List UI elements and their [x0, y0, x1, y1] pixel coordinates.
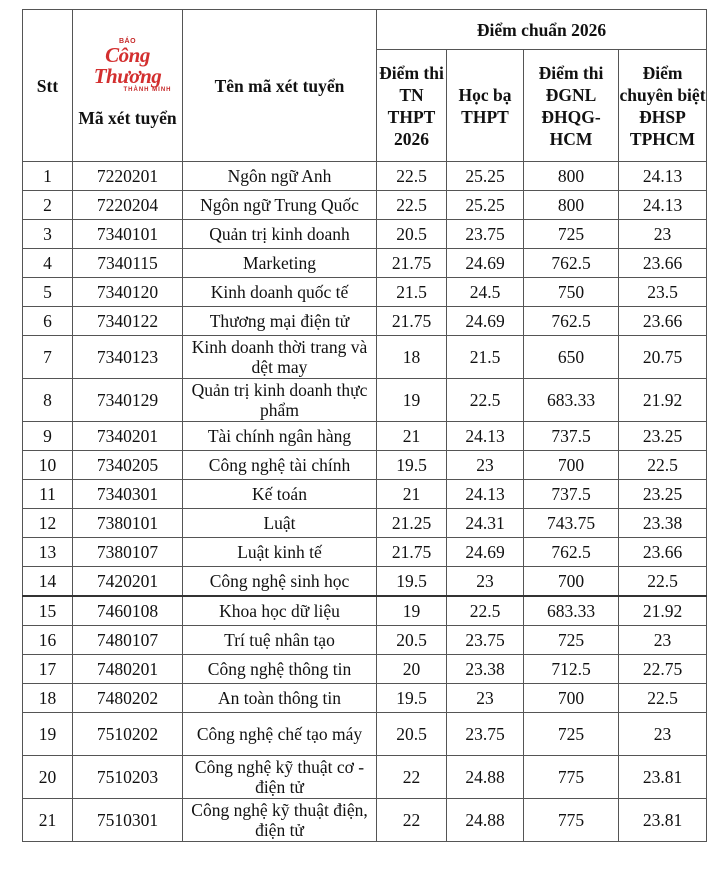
cell-stt: 15 — [23, 596, 73, 626]
cell-chuyen-biet: 21.92 — [619, 596, 707, 626]
cell-ten: Quản trị kinh doanh — [183, 220, 377, 249]
cell-ten: Khoa học dữ liệu — [183, 596, 377, 626]
cell-dgnl: 725 — [524, 626, 619, 655]
header-ma-xet-tuyen-label: Mã xét tuyển — [78, 108, 177, 128]
table-row — [23, 567, 707, 597]
header-diem-thi-tn: Điểm thi TN THPT 2026 — [377, 50, 447, 162]
header-chuyen-biet: Điểm chuyên biệt ĐHSP TPHCM — [619, 50, 707, 162]
cell-diem-tn: 19 — [377, 379, 447, 422]
cell-diem-tn: 21.75 — [377, 538, 447, 567]
cell-hoc-ba: 23 — [447, 567, 524, 597]
cell-hoc-ba: 22.5 — [447, 379, 524, 422]
cell-ten: Công nghệ thông tin — [183, 655, 377, 684]
cell-chuyen-biet: 21.92 — [619, 379, 707, 422]
cell-chuyen-biet: 23.66 — [619, 249, 707, 278]
cell-diem-tn: 22 — [377, 756, 447, 799]
cell-stt: 6 — [23, 307, 73, 336]
cell-ma: 7340129 — [73, 379, 183, 422]
cell-ten: Thương mại điện tử — [183, 307, 377, 336]
cell-dgnl: 700 — [524, 684, 619, 713]
cell-dgnl: 762.5 — [524, 249, 619, 278]
cell-ten: Luật — [183, 509, 377, 538]
cell-dgnl: 725 — [524, 713, 619, 756]
cell-diem-tn: 21 — [377, 480, 447, 509]
cell-chuyen-biet: 20.75 — [619, 336, 707, 379]
cell-chuyen-biet: 23.81 — [619, 756, 707, 799]
cell-hoc-ba: 22.5 — [447, 596, 524, 626]
cell-ma: 7480202 — [73, 684, 183, 713]
table-row — [23, 538, 707, 567]
cell-diem-tn: 19.5 — [377, 451, 447, 480]
cell-stt: 19 — [23, 713, 73, 756]
cell-ma: 7340122 — [73, 307, 183, 336]
cell-ma: 7480201 — [73, 655, 183, 684]
cell-ma: 7340201 — [73, 422, 183, 451]
cell-diem-tn: 20 — [377, 655, 447, 684]
cell-ma: 7340101 — [73, 220, 183, 249]
cell-ma: 7510301 — [73, 799, 183, 842]
table-row — [23, 220, 707, 249]
cell-chuyen-biet: 22.5 — [619, 567, 707, 597]
cell-stt: 13 — [23, 538, 73, 567]
cell-hoc-ba: 24.13 — [447, 480, 524, 509]
cell-diem-tn: 21.75 — [377, 249, 447, 278]
cell-chuyen-biet: 23.25 — [619, 480, 707, 509]
cell-chuyen-biet: 23.38 — [619, 509, 707, 538]
cell-ma: 7380107 — [73, 538, 183, 567]
cell-ma: 7420201 — [73, 567, 183, 597]
cell-ten: Công nghệ sinh học — [183, 567, 377, 597]
cell-hoc-ba: 23 — [447, 451, 524, 480]
cell-dgnl: 737.5 — [524, 480, 619, 509]
cell-chuyen-biet: 22.75 — [619, 655, 707, 684]
cell-diem-tn: 21.5 — [377, 278, 447, 307]
cell-ten: Công nghệ chế tạo máy — [183, 713, 377, 756]
cell-dgnl: 683.33 — [524, 596, 619, 626]
cell-chuyen-biet: 24.13 — [619, 162, 707, 191]
cell-ten: Luật kinh tế — [183, 538, 377, 567]
cell-hoc-ba: 23.75 — [447, 626, 524, 655]
cell-ma: 7220201 — [73, 162, 183, 191]
header-diem-chuan: Điểm chuẩn 2026 — [377, 10, 707, 50]
cell-dgnl: 775 — [524, 756, 619, 799]
cell-chuyen-biet: 23.66 — [619, 307, 707, 336]
admission-score-table — [22, 9, 707, 842]
cell-stt: 18 — [23, 684, 73, 713]
cell-hoc-ba: 24.5 — [447, 278, 524, 307]
cell-dgnl: 700 — [524, 451, 619, 480]
cell-ten: Ngôn ngữ Trung Quốc — [183, 191, 377, 220]
cell-hoc-ba: 23 — [447, 684, 524, 713]
cell-dgnl: 737.5 — [524, 422, 619, 451]
cell-hoc-ba: 25.25 — [447, 162, 524, 191]
cell-hoc-ba: 24.69 — [447, 307, 524, 336]
cell-stt: 3 — [23, 220, 73, 249]
cell-stt: 10 — [23, 451, 73, 480]
cell-stt: 9 — [23, 422, 73, 451]
table-row — [23, 626, 707, 655]
cell-dgnl: 743.75 — [524, 509, 619, 538]
table-row — [23, 336, 707, 379]
cell-hoc-ba: 24.13 — [447, 422, 524, 451]
cell-hoc-ba: 24.69 — [447, 249, 524, 278]
cell-hoc-ba: 23.38 — [447, 655, 524, 684]
cell-stt: 17 — [23, 655, 73, 684]
header-dgnl: Điểm thi ĐGNL ĐHQG-HCM — [524, 50, 619, 162]
cell-chuyen-biet: 23 — [619, 220, 707, 249]
table-row — [23, 451, 707, 480]
cell-stt: 4 — [23, 249, 73, 278]
table-row — [23, 278, 707, 307]
cell-chuyen-biet: 24.13 — [619, 191, 707, 220]
cell-ma: 7460108 — [73, 596, 183, 626]
cell-stt: 14 — [23, 567, 73, 597]
cell-stt: 5 — [23, 278, 73, 307]
cell-ma: 7340115 — [73, 249, 183, 278]
table-row — [23, 422, 707, 451]
cell-diem-tn: 19.5 — [377, 684, 447, 713]
cell-dgnl: 683.33 — [524, 379, 619, 422]
cell-chuyen-biet: 23 — [619, 626, 707, 655]
cell-hoc-ba: 23.75 — [447, 220, 524, 249]
table-row — [23, 655, 707, 684]
cell-hoc-ba: 23.75 — [447, 713, 524, 756]
table-row — [23, 684, 707, 713]
cell-ten: Công nghệ tài chính — [183, 451, 377, 480]
cell-ten: Ngôn ngữ Anh — [183, 162, 377, 191]
cell-hoc-ba: 24.88 — [447, 799, 524, 842]
cell-ten: Kinh doanh quốc tế — [183, 278, 377, 307]
cell-dgnl: 712.5 — [524, 655, 619, 684]
cell-chuyen-biet: 23.5 — [619, 278, 707, 307]
header-ma-xet-tuyen — [73, 10, 183, 162]
cell-hoc-ba: 24.31 — [447, 509, 524, 538]
cell-ma: 7510203 — [73, 756, 183, 799]
cell-ma: 7340205 — [73, 451, 183, 480]
cell-diem-tn: 20.5 — [377, 626, 447, 655]
cell-stt: 20 — [23, 756, 73, 799]
cell-ten: Tài chính ngân hàng — [183, 422, 377, 451]
cell-stt: 7 — [23, 336, 73, 379]
cell-ma: 7510202 — [73, 713, 183, 756]
cell-hoc-ba: 21.5 — [447, 336, 524, 379]
cell-stt: 8 — [23, 379, 73, 422]
table-body — [23, 162, 707, 842]
table-row — [23, 596, 707, 626]
header-hoc-ba: Học bạ THPT — [447, 50, 524, 162]
cell-stt: 16 — [23, 626, 73, 655]
cell-ten: Marketing — [183, 249, 377, 278]
cell-chuyen-biet: 23 — [619, 713, 707, 756]
cell-ten: An toàn thông tin — [183, 684, 377, 713]
cell-dgnl: 762.5 — [524, 307, 619, 336]
cell-diem-tn: 20.5 — [377, 713, 447, 756]
cell-dgnl: 800 — [524, 191, 619, 220]
header-ten-ma-xet-tuyen: Tên mã xét tuyển — [183, 10, 377, 162]
table-row — [23, 756, 707, 799]
cell-ten: Kế toán — [183, 480, 377, 509]
cell-ten: Công nghệ kỹ thuật điện, điện tử — [183, 799, 377, 842]
cell-diem-tn: 21.25 — [377, 509, 447, 538]
cell-dgnl: 750 — [524, 278, 619, 307]
cell-dgnl: 725 — [524, 220, 619, 249]
cell-stt: 1 — [23, 162, 73, 191]
table-row — [23, 480, 707, 509]
cell-dgnl: 700 — [524, 567, 619, 597]
table-row — [23, 191, 707, 220]
cell-diem-tn: 18 — [377, 336, 447, 379]
header-stt: Stt — [23, 10, 73, 162]
cell-dgnl: 762.5 — [524, 538, 619, 567]
table-row — [23, 249, 707, 278]
cell-ma: 7340123 — [73, 336, 183, 379]
cell-ten: Công nghệ kỹ thuật cơ - điện tử — [183, 756, 377, 799]
table-row — [23, 799, 707, 842]
cell-stt: 21 — [23, 799, 73, 842]
cell-chuyen-biet: 23.81 — [619, 799, 707, 842]
cell-diem-tn: 21.75 — [377, 307, 447, 336]
table-row — [23, 162, 707, 191]
newspaper-logo: BÁO Công Thương THÀNH MINH — [93, 38, 172, 93]
cell-chuyen-biet: 23.66 — [619, 538, 707, 567]
cell-diem-tn: 22 — [377, 799, 447, 842]
cell-ten: Kinh doanh thời trang và dệt may — [183, 336, 377, 379]
cell-ma: 7340301 — [73, 480, 183, 509]
cell-diem-tn: 19.5 — [377, 567, 447, 597]
cell-stt: 2 — [23, 191, 73, 220]
cell-diem-tn: 21 — [377, 422, 447, 451]
table-row — [23, 379, 707, 422]
cell-ma: 7220204 — [73, 191, 183, 220]
table-row — [23, 509, 707, 538]
table-row — [23, 713, 707, 756]
cell-dgnl: 775 — [524, 799, 619, 842]
cell-hoc-ba: 25.25 — [447, 191, 524, 220]
cell-stt: 12 — [23, 509, 73, 538]
cell-diem-tn: 20.5 — [377, 220, 447, 249]
cell-chuyen-biet: 22.5 — [619, 684, 707, 713]
table-row — [23, 307, 707, 336]
cell-chuyen-biet: 22.5 — [619, 451, 707, 480]
cell-diem-tn: 22.5 — [377, 162, 447, 191]
cell-chuyen-biet: 23.25 — [619, 422, 707, 451]
cell-dgnl: 650 — [524, 336, 619, 379]
cell-hoc-ba: 24.69 — [447, 538, 524, 567]
cell-ten: Quản trị kinh doanh thực phẩm — [183, 379, 377, 422]
cell-hoc-ba: 24.88 — [447, 756, 524, 799]
cell-ma: 7380101 — [73, 509, 183, 538]
cell-ma: 7340120 — [73, 278, 183, 307]
cell-dgnl: 800 — [524, 162, 619, 191]
cell-ten: Trí tuệ nhân tạo — [183, 626, 377, 655]
cell-diem-tn: 22.5 — [377, 191, 447, 220]
cell-diem-tn: 19 — [377, 596, 447, 626]
cell-ma: 7480107 — [73, 626, 183, 655]
cell-stt: 11 — [23, 480, 73, 509]
